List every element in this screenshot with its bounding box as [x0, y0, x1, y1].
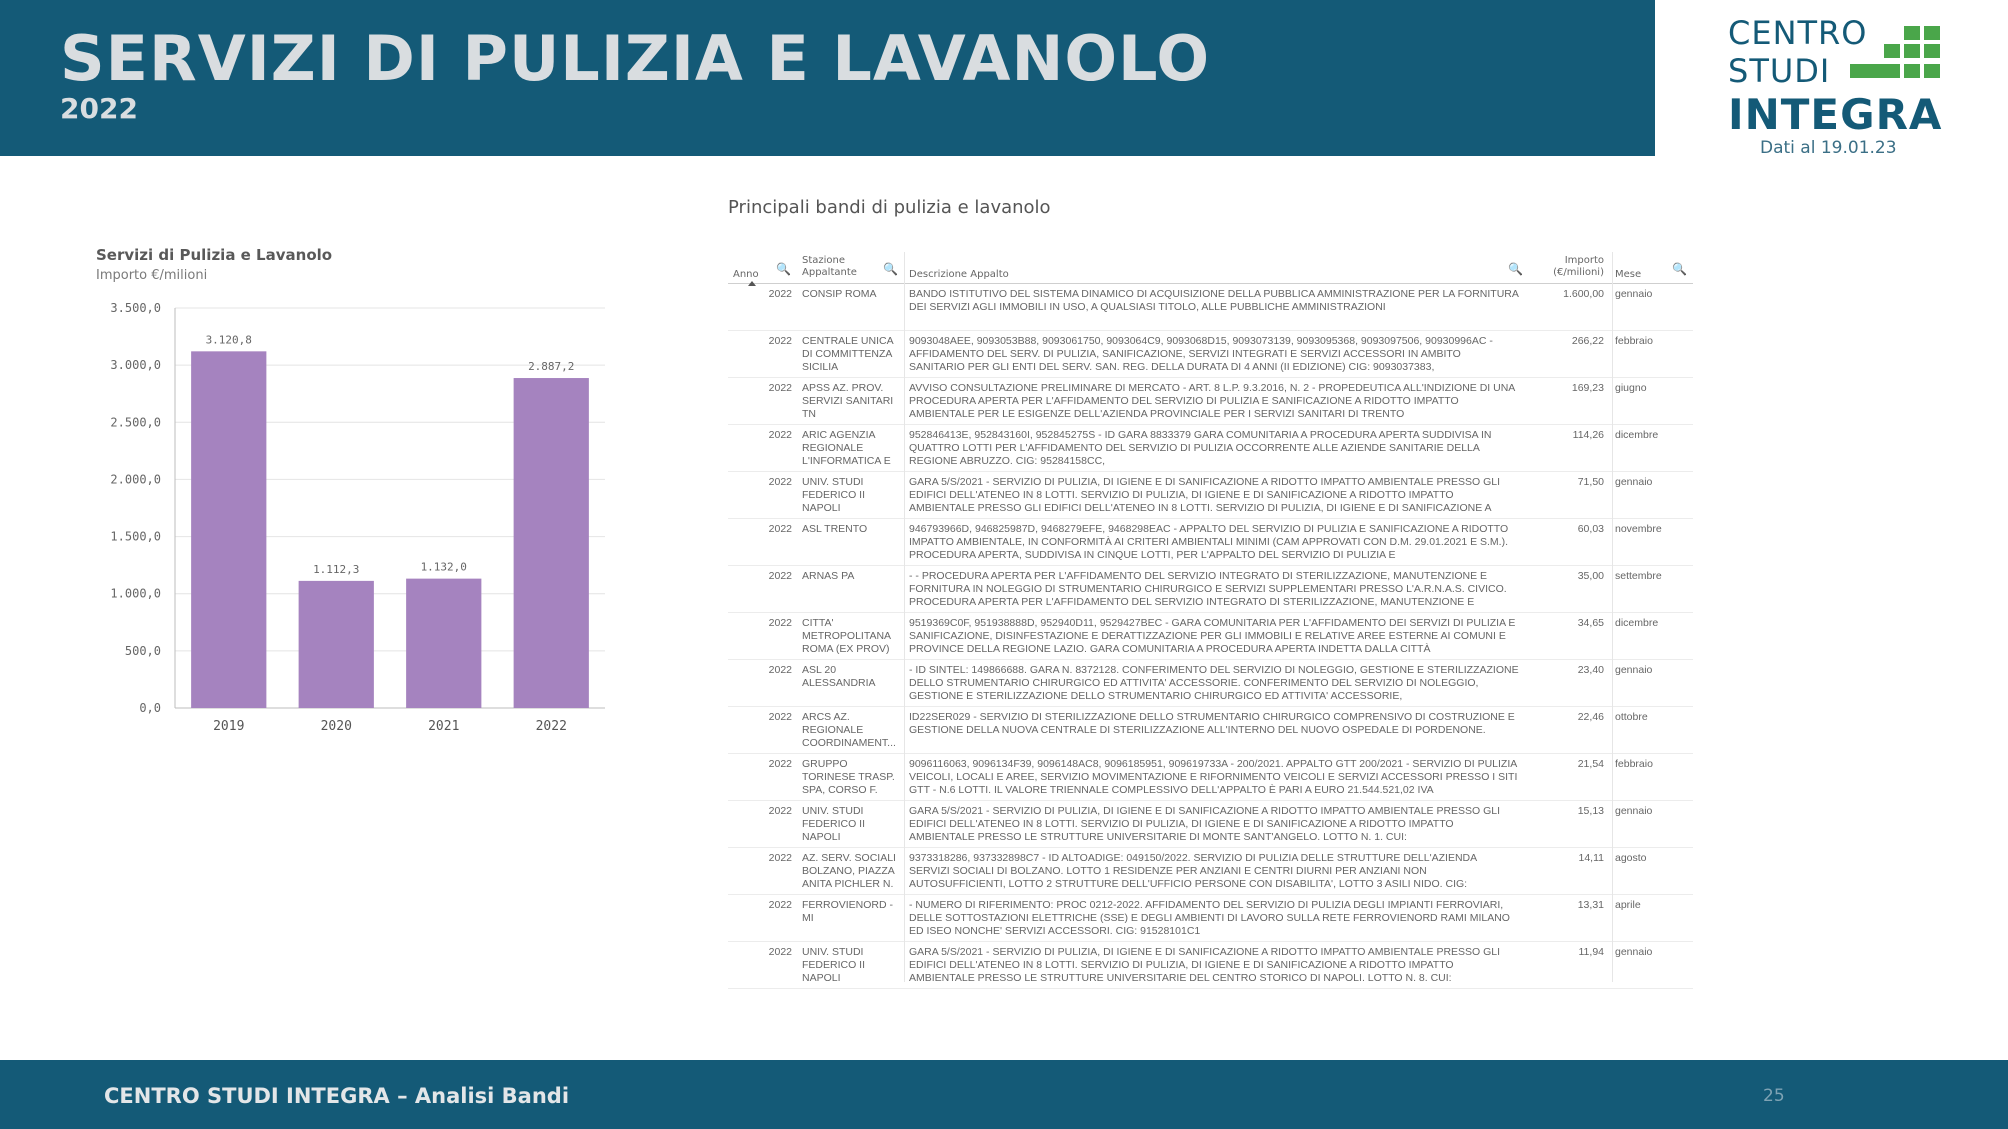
cell-anno: 2022: [768, 335, 792, 347]
bar-value-label: 3.120,8: [205, 333, 252, 347]
cell-importo: 13,31: [1577, 899, 1604, 911]
cell-stazione: ARCS AZ. REGIONALE COORDINAMENT...: [802, 711, 896, 749]
bar-chart: [80, 290, 620, 750]
x-tick-label: 2022: [535, 719, 567, 734]
cell-importo: 35,00: [1577, 570, 1604, 582]
table-row[interactable]: [728, 754, 1693, 801]
table-row[interactable]: [728, 660, 1693, 707]
chart-subtitle: Importo €/milioni: [96, 268, 208, 283]
cell-descrizione: 9093048AEE, 9093053B88, 9093061750, 9093064C9, 9093068D15, 9093073139, 9093095368, 9093097506, 90930996AC - AFFIDAMENTO DEL SERV. DI PULIZIA, SANIFICAZIONE, SERVIZI INTEGRATI E SERVIZI ACCESSORI IN AMBITO SANITARIO PER GLI ENTI DEL SERV. SAN. REG. DELLA DURATA DI 4 ANNI (II EDIZIONE) CIG: 9093037383,: [909, 335, 1493, 373]
cell-mese: gennaio: [1615, 805, 1653, 817]
search-stazione-icon[interactable]: 🔍: [883, 262, 898, 276]
cell-stazione: UNIV. STUDI FEDERICO II NAPOLI: [802, 476, 866, 514]
col-mese-header[interactable]: Mese: [1615, 269, 1642, 280]
cell-mese: gennaio: [1615, 288, 1653, 300]
y-tick-label: 2.500,0: [110, 415, 161, 430]
y-tick-label: 2.000,0: [110, 472, 161, 487]
cell-anno: 2022: [768, 382, 792, 394]
table-row[interactable]: [728, 331, 1693, 378]
cell-importo: 60,03: [1577, 523, 1604, 535]
col-descrizione-header[interactable]: Descrizione Appalto: [909, 269, 1009, 280]
table-row[interactable]: [728, 378, 1693, 425]
cell-importo: 34,65: [1577, 617, 1604, 629]
table-row[interactable]: [728, 284, 1693, 331]
bar: [406, 579, 481, 708]
cell-importo: 114,26: [1572, 429, 1604, 441]
cell-anno: 2022: [768, 476, 792, 488]
table-header: [728, 252, 1693, 284]
table-row[interactable]: [728, 895, 1693, 942]
cell-mese: agosto: [1615, 852, 1647, 864]
logo-line-2: STUDI: [1728, 52, 1831, 90]
cell-stazione: FERROVIENORD - MI: [802, 899, 894, 924]
table-row[interactable]: [728, 801, 1693, 848]
col-importo-header[interactable]: Importo (€/milioni): [1553, 255, 1604, 278]
table-row[interactable]: [728, 566, 1693, 613]
cell-anno: 2022: [768, 617, 792, 629]
bar: [299, 581, 374, 708]
table-row[interactable]: [728, 848, 1693, 895]
cell-mese: febbraio: [1615, 758, 1653, 770]
cell-importo: 169,23: [1571, 382, 1604, 394]
x-tick-label: 2021: [428, 719, 460, 734]
cell-stazione: AZ. SERV. SOCIALI BOLZANO, PIAZZA ANITA PICHLER N.: [802, 852, 896, 890]
data-date: Dati al 19.01.23: [1760, 138, 1897, 158]
bar: [514, 378, 589, 708]
cell-descrizione: - - PROCEDURA APERTA PER L'AFFIDAMENTO DEL SERVIZIO INTEGRATO DI STERILIZZAZIONE, MANUTENZIONE E FORNITURA IN NOLEGGIO DI STRUMENTARIO CHIRURGICO E SERVIZI SUPPLEMENTARI PRESSO L'A.R.N.A.S. CIVICO. PROCEDURA APERTA PER L'AFFIDAMENTO DEL SERVIZIO INTEGRATO DI STERILIZZAZIONE, MANUTENZIONE E: [909, 570, 1507, 608]
search-descrizione-icon[interactable]: 🔍: [1508, 262, 1523, 276]
footer: [0, 1060, 2008, 1129]
chart-title: Servizi di Pulizia e Lavanolo: [96, 246, 333, 264]
col-stazione-header[interactable]: Stazione Appaltante: [802, 255, 857, 278]
search-anno-icon[interactable]: 🔍: [776, 262, 791, 276]
page-title: SERVIZI DI PULIZIA E LAVANOLO: [60, 22, 1211, 95]
cell-anno: 2022: [768, 852, 792, 864]
cell-stazione: UNIV. STUDI FEDERICO II NAPOLI: [802, 946, 866, 984]
cell-importo: 1.600,00: [1563, 288, 1604, 300]
cell-descrizione: - NUMERO DI RIFERIMENTO: PROC 0212-2022. AFFIDAMENTO DEL SERVIZIO DI PULIZIA DEGLI IMPIANTI FERROVIARI, DELLE SOTTOSTAZIONI ELETTRICHE (SSE) E DEGLI AMBIENTI DI LAVORO SULLA RETE FERROVIENORD RAMI MILANO ED ISEO NONCHE' SERVIZI ACCESSORI. CIG: 91528101C1: [909, 899, 1510, 937]
logo: [1700, 10, 2000, 160]
cell-mese: gennaio: [1615, 946, 1653, 958]
cell-anno: 2022: [768, 946, 792, 958]
table-row[interactable]: [728, 472, 1693, 519]
header-banner: [0, 0, 1655, 156]
cell-anno: 2022: [768, 570, 792, 582]
table-body: [728, 284, 1693, 989]
x-tick-label: 2020: [320, 719, 352, 734]
cell-descrizione: BANDO ISTITUTIVO DEL SISTEMA DINAMICO DI ACQUISIZIONE DELLA PUBBLICA AMMINISTRAZIONE PER LA FORNITURA DEI SERVIZI AGLI IMMOBILI IN USO, A QUALSIASI TITOLO, ALLE PUBBLICHE AMMINISTRAZIONI: [909, 288, 1519, 313]
cell-mese: novembre: [1615, 523, 1662, 535]
tenders-table: [728, 252, 1693, 989]
logo-line-1: CENTRO: [1728, 14, 1868, 52]
cell-mese: gennaio: [1615, 664, 1653, 676]
y-tick-label: 1.500,0: [110, 529, 161, 544]
y-tick-label: 1.000,0: [110, 586, 161, 601]
cell-stazione: CONSIP ROMA: [802, 288, 877, 300]
cell-importo: 266,22: [1571, 335, 1604, 347]
table-row[interactable]: [728, 519, 1693, 566]
table-row[interactable]: [728, 942, 1693, 989]
bar-value-label: 2.887,2: [528, 360, 575, 374]
page-number: 25: [1763, 1086, 1785, 1106]
page-year: 2022: [60, 92, 138, 125]
cell-stazione: UNIV. STUDI FEDERICO II NAPOLI: [802, 805, 866, 843]
cell-importo: 23,40: [1577, 664, 1604, 676]
cell-descrizione: 946793966D, 946825987D, 9468279EFE, 9468298EAC - APPALTO DEL SERVIZIO DI PULIZIA E SANIFICAZIONE A RIDOTTO IMPATTO AMBIENTALE, IN CONFORMITÀ AI CRITERI AMBIENTALI MINIMI (CAM APPROVATI CON D.M. 29.01.2021 E S.M.). PROCEDURA APERTA, SUDDIVISA IN CINQUE LOTTI, PER L'APPALTO DEL SERVIZIO DI PULIZIA E: [909, 523, 1509, 561]
table-title: Principali bandi di pulizia e lavanolo: [728, 197, 1051, 218]
table-row[interactable]: [728, 613, 1693, 660]
cell-descrizione: 952846413E, 952843160I, 952845275S - ID GARA 8833379 GARA COMUNITARIA A PROCEDURA APERTA SUDDIVISA IN QUATTRO LOTTI PER L'AFFIDAMENTO DEL SERVIZIO DI PULIZIA OCCORRENTE ALLE AZIENDE SANITARIE DELLA REGIONE ABRUZZO. CIG: 95284158CC,: [909, 429, 1492, 467]
x-tick-label: 2019: [213, 719, 245, 734]
cell-stazione: GRUPPO TORINESE TRASP. SPA, CORSO F.: [802, 758, 895, 796]
cell-mese: febbraio: [1615, 335, 1653, 347]
bar-value-label: 1.132,0: [420, 560, 467, 574]
cell-descrizione: GARA 5/S/2021 - SERVIZIO DI PULIZIA, DI IGIENE E DI SANIFICAZIONE A RIDOTTO IMPATTO AMBIENTALE PRESSO GLI EDIFICI DELL'ATENEO IN 8 LOTTI. SERVIZIO DI PULIZIA, DI IGIENE E DI SANIFICAZIONE A RIDOTTO IMPATTO AMBIENTALE PRESSO LE STRUTTURE UNIVERSITARIE DI MONTE SANT'ANGELO. LOTTO N. 1. CUI:: [909, 805, 1501, 843]
cell-stazione: ASL TRENTO: [802, 523, 868, 535]
cell-anno: 2022: [768, 805, 792, 817]
y-tick-label: 3.000,0: [110, 358, 161, 373]
cell-anno: 2022: [768, 899, 792, 911]
cell-importo: 71,50: [1577, 476, 1604, 488]
footer-text: CENTRO STUDI INTEGRA – Analisi Bandi: [104, 1084, 570, 1108]
cell-mese: ottobre: [1615, 711, 1648, 723]
cell-importo: 14,11: [1578, 852, 1604, 864]
cell-mese: gennaio: [1615, 476, 1653, 488]
logo-line-3: INTEGRA: [1728, 90, 1943, 139]
cell-anno: 2022: [768, 523, 792, 535]
bar: [191, 351, 266, 708]
y-tick-label: 0,0: [139, 701, 161, 715]
column-divider: [1612, 252, 1613, 982]
cell-anno: 2022: [768, 429, 792, 441]
cell-stazione: CITTA' METROPOLITANA ROMA (EX PROV): [802, 617, 891, 655]
cell-importo: 21,54: [1577, 758, 1604, 770]
cell-descrizione: GARA 5/S/2021 - SERVIZIO DI PULIZIA, DI IGIENE E DI SANIFICAZIONE A RIDOTTO IMPATTO AMBIENTALE PRESSO GLI EDIFICI DELL'ATENEO IN 8 LOTTI. SERVIZIO DI PULIZIA, DI IGIENE E DI SANIFICAZIONE A RIDOTTO IMPATTO AMBIENTALE PRESSO LE STRUTTURE UNIVERSITARIE DEL CENTRO STORICO DI NAPOLI. LOTTO N. 8. CUI:: [909, 946, 1501, 984]
y-tick-label: 500,0: [124, 643, 161, 658]
cell-descrizione: GARA 5/S/2021 - SERVIZIO DI PULIZIA, DI IGIENE E DI SANIFICAZIONE A RIDOTTO IMPATTO AMBIENTALE PRESSO GLI EDIFICI DELL'ATENEO IN 8 LOTTI. SERVIZIO DI PULIZIA, DI IGIENE E DI SANIFICAZIONE A RIDOTTO IMPATTO AMBIENTALE PRESSO GLI EDIFICI DELL'ATENEO IN 8 LOTTI. SERVIZIO DI PULIZIA, DI IGIENE E DI SANIFICAZIONE A: [909, 476, 1501, 514]
cell-stazione: ASL 20 ALESSANDRIA: [802, 664, 876, 689]
cell-descrizione: 9373318286, 937332898C7 - ID ALTOADIGE: 049150/2022. SERVIZIO DI PULIZIA DELLE STRUTTURE DELL'AZIENDA SERVIZI SOCIALI DI BOLZANO. LOTTO 1 RESIDENZE PER ANZIANI E CENTRI DIURNI PER ANZIANI NON AUTOSUFFICIENTI, LOTTO 2 STRUTTURE DELL'UFFICIO PERSONE CON DISABILITA', LOTTO 3 ASILI NIDO. CIG:: [909, 852, 1477, 890]
cell-descrizione: 9519369C0F, 951938888D, 952940D11, 9529427BEC - GARA COMUNITARIA PER L'AFFIDAMENTO DEI SERVIZI DI PULIZIA E SANIFICAZIONE, DISINFESTAZIONE E DERATTIZZAZIONE PER GLI IMMOBILI E RELATIVE AREE ESTERNE AI COMUNI E PROVINCE DELLA REGIONE LAZIO. GARA COMUNITARIA A PROCEDURA APERTA INDETTA DALLA CITTÀ: [909, 617, 1516, 655]
cell-anno: 2022: [768, 758, 792, 770]
bar-value-label: 1.112,3: [313, 562, 360, 576]
cell-stazione: CENTRALE UNICA DI COMMITTENZA SICILIA: [802, 335, 894, 373]
cell-importo: 22,46: [1577, 711, 1604, 723]
cell-descrizione: AVVISO CONSULTAZIONE PRELIMINARE DI MERCATO - ART. 8 L.P. 9.3.2016, N. 2 - PROPEDEUTICA ALL'INDIZIONE DI UNA PROCEDURA APERTA PER L'AFFIDAMENTO DEL SERVIZIO DI PULIZIA E SANIFICAZIONE A RIDOTTO IMPATTO AMBIENTALE PER LE ESIGENZE DELL'AZIENDA PROVINCIALE PER I SERVIZI SANITARI DI TRENTO: [909, 382, 1515, 420]
cell-stazione: ARNAS PA: [802, 570, 855, 582]
cell-mese: settembre: [1615, 570, 1662, 582]
col-anno-header[interactable]: Anno: [733, 269, 759, 280]
cell-stazione: ARIC AGENZIA REGIONALE L'INFORMATICA E: [802, 429, 891, 467]
cell-importo: 15,13: [1577, 805, 1604, 817]
cell-mese: giugno: [1615, 382, 1647, 394]
cell-descrizione: ID22SER029 - SERVIZIO DI STERILIZZAZIONE DELLO STRUMENTARIO CHIRURGICO COMPRENSIVO DI COSTRUZIONE E GESTIONE DELLA NUOVA CENTRALE DI STERILIZZAZIONE ALL'INTERNO DEL NUOVO OSPEDALE DI PORDENONE.: [909, 711, 1515, 736]
cell-descrizione: 9096116063, 9096134F39, 9096148AC8, 9096185951, 909619733A - 200/2021. APPALTO GTT 200/2021 - SERVIZIO DI PULIZIA VEICOLI, LOCALI E AREE, SERVIZIO MOVIMENTAZIONE E RIFORNIMENTO VEICOLI E SERVIZI ACCESSORI PRESSO I SITI GTT - N.6 LOTTI. IL VALORE TRIENNALE COMPLESSIVO DELL'APPALTO È PARI A EURO 21.544.521,02 IVA: [909, 758, 1518, 796]
search-mese-icon[interactable]: 🔍: [1672, 262, 1687, 276]
cell-anno: 2022: [768, 664, 792, 676]
cell-mese: dicembre: [1615, 617, 1659, 629]
cell-anno: 2022: [768, 288, 792, 300]
cell-anno: 2022: [768, 711, 792, 723]
table-row[interactable]: [728, 707, 1693, 754]
cell-stazione: APSS AZ. PROV. SERVIZI SANITARI TN: [802, 382, 894, 420]
cell-mese: dicembre: [1615, 429, 1659, 441]
logo-blocks-icon: [1850, 18, 1960, 90]
cell-mese: aprile: [1615, 899, 1641, 911]
table-row[interactable]: [728, 425, 1693, 472]
cell-descrizione: - ID SINTEL: 149866688. GARA N. 8372128. CONFERIMENTO DEL SERVIZIO DI NOLEGGIO, GESTIONE E STERILIZZAZIONE DELLO STRUMENTARIO CHIRURGICO ED ATTIVITA' ACCESSORIE. CONFERIMENTO DEL SERVIZIO DI NOLEGGIO, GESTIONE E STERILIZZAZIONE DELLO STRUMENTARIO CHIRURGICO ED ATTIVITA' ACCESSORIE,: [909, 664, 1519, 702]
y-tick-label: 3.500,0: [110, 301, 161, 315]
column-divider: [904, 252, 905, 982]
cell-importo: 11,94: [1578, 946, 1604, 958]
